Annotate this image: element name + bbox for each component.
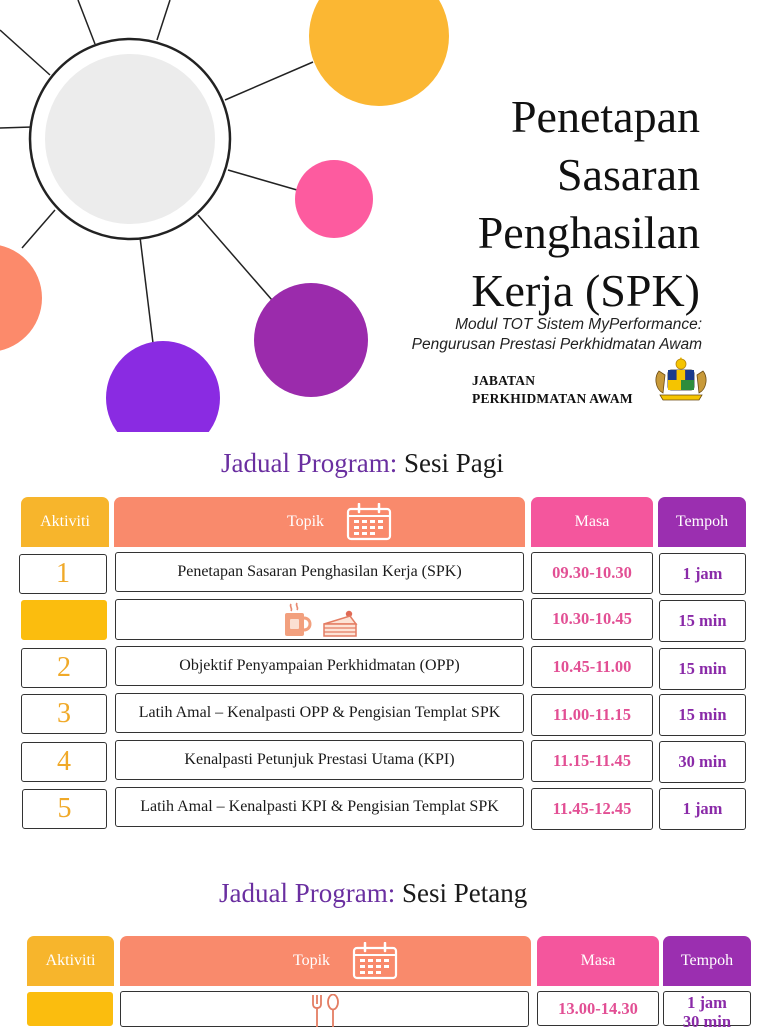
section-heading-petang [219, 878, 527, 909]
heading-colon: : [387, 878, 396, 908]
row-3-duration: 15 min [678, 705, 727, 724]
lunch-masa [537, 991, 659, 1026]
row-3-tempoh [659, 694, 746, 736]
row-1-topik [115, 552, 524, 592]
purple-circle [254, 283, 368, 397]
lunch-aktiviti [27, 992, 113, 1026]
salmon-circle [0, 244, 42, 352]
row-1-topic: Penetapan Sasaran Penghasilan Kerja (SPK) [177, 563, 462, 580]
network-illustration [0, 0, 460, 432]
header-masa [531, 497, 653, 547]
coat-of-arms-icon [652, 355, 710, 401]
header-topik-label: Topik [286, 513, 325, 530]
lunch-topik [120, 991, 529, 1027]
org-line-1: JABATAN [472, 373, 536, 388]
spoon-fork-icon [309, 994, 341, 1028]
row-2-duration: 15 min [678, 659, 727, 678]
header-tempoh [658, 497, 746, 547]
row-4-time: 11.15-11.45 [553, 751, 631, 770]
row-3-number: 3 [57, 698, 71, 729]
yellow-circle [309, 0, 449, 106]
row-3-topik [115, 693, 524, 733]
heading-prefix: Jadual Program [219, 878, 388, 908]
break-masa [531, 598, 653, 640]
break-tempoh [659, 600, 746, 642]
break-aktiviti [21, 600, 107, 640]
header-aktiviti-petang [27, 936, 114, 986]
row-3-topic: Latih Amal – Kenalpasti OPP & Pengisian Templat SPK [138, 704, 501, 721]
row-4-topic: Kenalpasti Petunjuk Prestasi Utama (KPI) [184, 751, 455, 768]
break-time: 10.30-10.45 [552, 609, 632, 628]
row-1-time: 09.30-10.30 [552, 563, 632, 582]
title-line-2: Sasaran [556, 149, 700, 200]
row-4-topik [115, 740, 524, 780]
hero-graphic [0, 0, 460, 432]
heading-colon: : [389, 448, 398, 478]
row-5-time: 11.45-12.45 [552, 799, 632, 818]
break-topik [115, 599, 524, 640]
title-line-3: Penghasilan [477, 207, 700, 258]
row-3-time: 11.00-11.15 [553, 705, 631, 724]
row-5-topik [115, 787, 524, 827]
row-4-duration: 30 min [678, 752, 727, 771]
row-2-masa [531, 646, 653, 688]
row-1-masa [531, 552, 653, 594]
row-2-number: 2 [57, 652, 71, 683]
header-aktiviti-label: Aktiviti [45, 952, 96, 969]
lunch-duration-line-2: 30 min [682, 1012, 732, 1031]
row-5-number: 5 [57, 793, 72, 824]
row-2-aktiviti [21, 648, 107, 688]
lunch-duration-line-1: 1 jam [687, 993, 727, 1012]
row-5-masa [531, 788, 653, 830]
calendar-icon [352, 942, 398, 980]
heading-prefix: Jadual Program [221, 448, 390, 478]
section-heading-pagi [221, 448, 504, 479]
row-2-time: 10.45-11.00 [552, 657, 632, 676]
row-1-tempoh [659, 553, 746, 595]
row-5-tempoh [659, 788, 746, 830]
row-1-number: 1 [56, 558, 70, 589]
header-topik-petang [120, 936, 531, 986]
org-line-2: PERKHIDMATAN AWAM [472, 391, 633, 406]
row-2-topik [115, 646, 524, 686]
subtitle-line-1: Modul TOT Sistem MyPerformance: [455, 316, 702, 333]
heading-suffix: Sesi Petang [395, 878, 528, 908]
header-masa-label: Masa [580, 952, 616, 969]
header-masa-label: Masa [574, 513, 610, 530]
header-masa-petang [537, 936, 659, 986]
row-2-topic: Objektif Penyampaian Perkhidmatan (OPP) [179, 657, 460, 674]
title-line-1: Penetapan [510, 91, 700, 142]
lunch-time: 13.00-14.30 [558, 998, 638, 1018]
break-duration: 15 min [678, 611, 727, 630]
header-topik [114, 497, 525, 547]
header-tempoh-label: Tempoh [680, 952, 734, 969]
row-1-aktiviti [19, 554, 107, 594]
header-tempoh-label: Tempoh [675, 513, 729, 530]
row-5-aktiviti [22, 789, 107, 829]
row-2-tempoh [659, 648, 746, 690]
pink-circle [295, 160, 373, 238]
row-3-aktiviti [21, 694, 107, 734]
violet-circle [106, 341, 220, 432]
coffee-cup-icon [282, 602, 312, 638]
cake-icon [322, 610, 358, 638]
header-topik-label: Topik [292, 952, 331, 969]
calendar-icon [346, 503, 392, 541]
header-aktiviti [21, 497, 109, 547]
header-aktiviti-label: Aktiviti [40, 513, 90, 530]
row-5-duration: 1 jam [682, 799, 723, 818]
center-disc [45, 54, 215, 224]
subtitle-line-2: Pengurusan Prestasi Perkhidmatan Awam [411, 336, 702, 353]
row-4-masa [531, 740, 653, 782]
row-1-duration: 1 jam [682, 564, 723, 583]
row-4-aktiviti [21, 742, 107, 782]
row-4-tempoh [659, 741, 746, 783]
heading-suffix: Sesi Pagi [397, 448, 504, 478]
lunch-tempoh [663, 991, 751, 1031]
row-3-masa [531, 694, 653, 736]
row-4-number: 4 [57, 746, 71, 777]
header-tempoh-petang [663, 936, 751, 986]
title-line-4: Kerja (SPK) [471, 265, 700, 316]
row-5-topic: Latih Amal – Kenalpasti KPI & Pengisian Templat SPK [140, 798, 499, 815]
